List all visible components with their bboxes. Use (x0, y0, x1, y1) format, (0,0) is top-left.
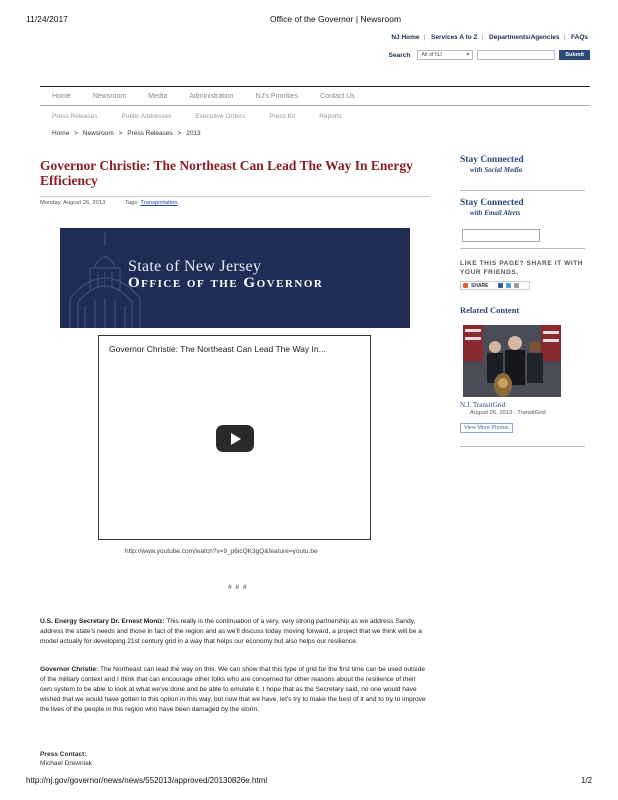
nav-priorities[interactable]: NJ's Priorities (255, 92, 299, 100)
share-icon (463, 283, 468, 288)
speaker-name: Governor Christie: (40, 666, 99, 673)
press-contact-name: Michael Drewniak (40, 760, 93, 767)
press-contact (40, 750, 92, 768)
breadcrumb-home[interactable]: Home (52, 130, 70, 137)
twitter-icon[interactable] (506, 283, 511, 288)
nav-administration[interactable]: Administration (189, 92, 234, 100)
subnav-executive-orders[interactable]: Executive Orders (195, 113, 246, 120)
util-link-departments[interactable]: Departments/Agencies (489, 34, 560, 41)
related-caption[interactable]: N.J. TransitGrid (460, 401, 506, 409)
page-number: 1/2 (580, 776, 592, 785)
play-icon[interactable] (216, 425, 254, 452)
quote-paragraph (40, 665, 428, 715)
email-title: Stay Connected (460, 198, 524, 208)
email-field[interactable] (462, 229, 540, 242)
email-subtitle: with Email Alerts (470, 209, 521, 217)
divider (460, 190, 585, 191)
breadcrumb: Home > Newsroom > Press Releases > 2013 (52, 130, 201, 137)
tag-link[interactable]: Transportation (140, 200, 178, 206)
press-contact-label: Press Contact: (40, 751, 87, 758)
quote-paragraph (40, 617, 428, 647)
banner-line-2: Office of the Governor (128, 275, 324, 291)
nav-home[interactable]: Home (52, 92, 71, 100)
chevron-down-icon: ▾ (466, 52, 470, 58)
subnav-press-kit[interactable]: Press Kit (269, 113, 296, 120)
related-title: Related Content (460, 305, 520, 315)
email-icon[interactable] (514, 283, 519, 288)
subnav-public-addresses[interactable]: Public Addresses (121, 113, 172, 120)
breadcrumb-press-releases[interactable]: Press Releases (127, 130, 173, 137)
press-photo-icon (463, 325, 561, 397)
nav-media[interactable]: Media (148, 92, 168, 100)
share-prompt: LIKE THIS PAGE? SHARE IT WITH YOUR FRIENDS. (460, 260, 584, 276)
nav-contact[interactable]: Contact Us (320, 92, 355, 100)
search-label: Search (388, 51, 411, 59)
related-date: August 26, 2013 - TransitGrid (470, 410, 546, 416)
print-url: http://nj.gov/governor/news/news/552013/approved/20130826e.html (26, 776, 268, 785)
page-title: Governor Christie: The Northeast Can Lead The Way In Energy Efficiency (40, 158, 413, 188)
divider (40, 196, 430, 197)
facebook-icon[interactable] (498, 283, 503, 288)
banner-line-1: State of New Jersey (128, 258, 262, 275)
search-bar (389, 50, 590, 60)
social-title: Stay Connected (460, 155, 524, 165)
print-page-title: Office of the Governor | Newsroom (270, 14, 402, 24)
view-more-photos-button[interactable]: View More Photos (460, 423, 513, 433)
social-subtitle: with Social Media (470, 166, 523, 174)
quote-text: This really is the continuation of a very, very strong partnership as we address Sandy, address the state's needs and those in fact of the region and as we'll discuss today moving forward, a project that we think will be a model actually for developing 21st century grid in a way that helps our economy but also helps our resilience. (40, 618, 422, 645)
article-date: Monday, August 26, 2013 (40, 200, 106, 206)
separator: # # # (228, 584, 248, 591)
search-input[interactable] (477, 50, 555, 60)
breadcrumb-newsroom[interactable]: Newsroom (82, 130, 114, 137)
video-url[interactable]: http://www.youtube.com/watch?v=9_p6icQK3gQ&feature=youtu.be (125, 548, 318, 555)
util-link-nj-home[interactable]: NJ Home (391, 34, 420, 41)
util-link-services[interactable]: Services A to Z (431, 34, 478, 41)
speaker-name: U.S. Energy Secretary Dr. Ernest Moniz: (40, 618, 165, 625)
nav-newsroom[interactable]: Newsroom (92, 92, 127, 100)
video-embed[interactable] (98, 335, 371, 540)
divider (460, 446, 585, 447)
article-meta (40, 200, 178, 206)
video-title[interactable]: Governor Christie: The Northeast Can Lead The Way In... (109, 344, 326, 354)
subnav-reports[interactable]: Reports (319, 113, 343, 120)
search-scope-select[interactable]: All of NJ ▾ (417, 50, 473, 60)
sub-nav (52, 113, 366, 120)
utility-nav: NJ Home | Services A to Z | Departments/Agencies | FAQs (391, 34, 588, 41)
subnav-press-releases[interactable]: Press Releases (52, 113, 98, 120)
print-date: 11/24/2017 (26, 14, 68, 24)
breadcrumb-year[interactable]: 2013 (186, 130, 201, 137)
quote-text: The Northeast can lead the way on this. We can show that this type of grid for the first time can be used outside of the military context and I think that can encourage other folks who are concerned for other reasons about the resilience of their own system to be able to look at what we've done and be able to emulate it. I hope that as the Secretary said, no one would have wished that we would have gotten to this option in this way, but now that we have, let's try to make the best of it and to try to improve the lives of the people in this region who have been damaged by the storm. (40, 666, 426, 713)
share-button[interactable]: SHARE (460, 281, 530, 290)
related-photo[interactable] (463, 325, 561, 397)
util-link-faqs[interactable]: FAQs (571, 34, 588, 41)
sidebar (460, 155, 585, 447)
main-nav (40, 86, 590, 106)
search-submit-button[interactable]: Submit (559, 50, 590, 60)
divider (460, 248, 585, 249)
governor-banner (60, 228, 410, 328)
tags-label: Tags: (124, 200, 139, 206)
